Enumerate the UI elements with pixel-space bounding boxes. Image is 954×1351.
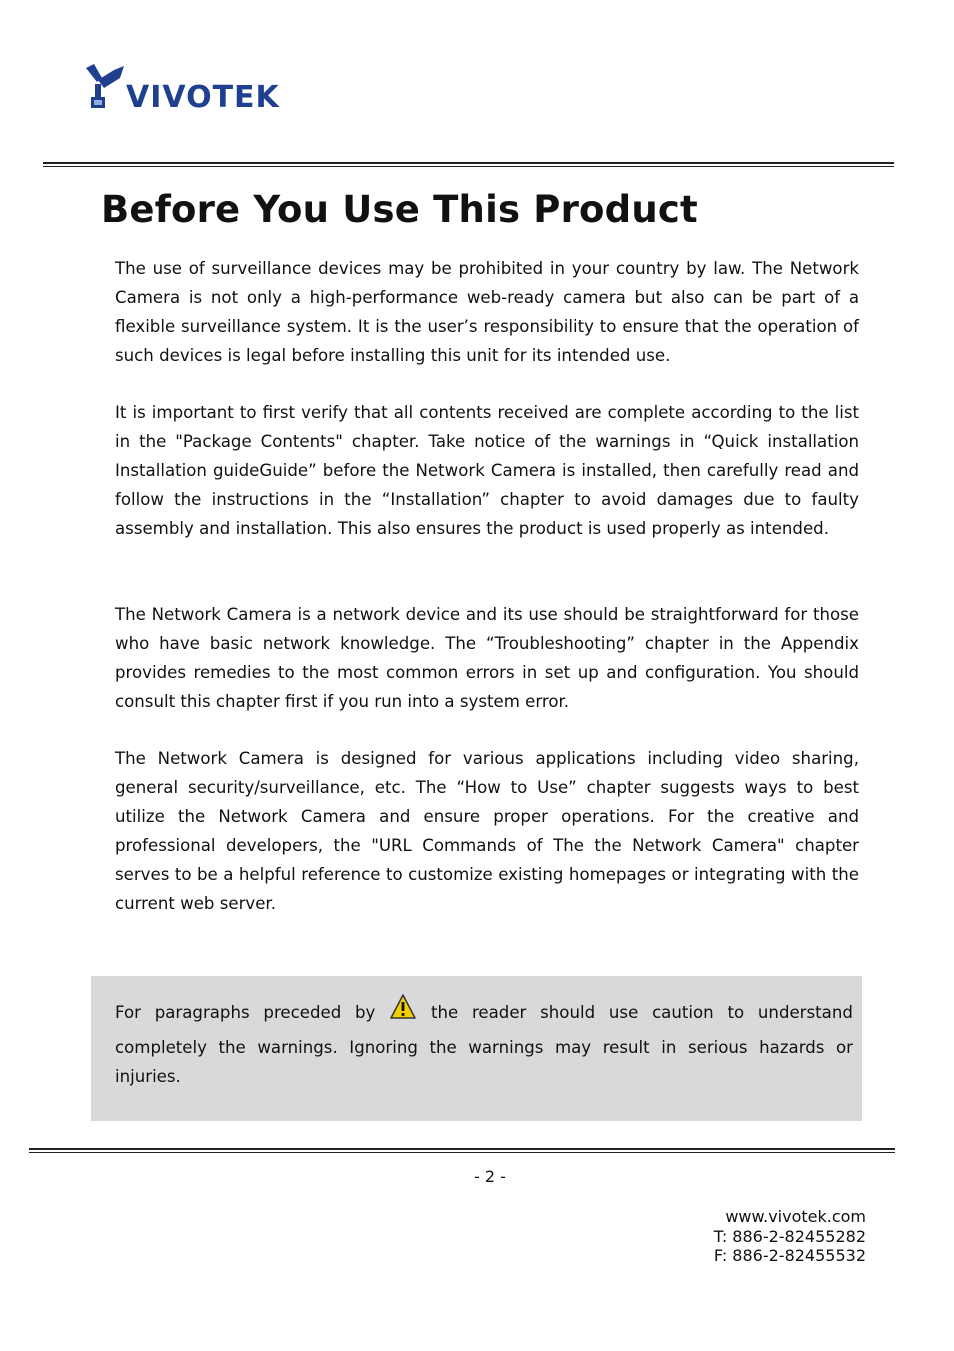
caution-word: the [430, 1003, 459, 1022]
vivotek-logo [84, 60, 294, 114]
caution-rest: completely the warnings. Ignoring the warnings may result in serious hazards or injuries. [115, 1038, 853, 1086]
caution-word: caution [652, 1003, 714, 1022]
caution-word: by [355, 1003, 376, 1022]
caution-word: paragraphs [154, 1003, 250, 1022]
intro-paragraph-2: It is important to first verify that all contents received are complete according to the list in the "Package Contents" chapter. Take notice of the warnings in “Quick installation Installation guideGuide” before the Network Camera is installed, then carefully read and follow the instructions in the “Installation” chapter to avoid damages due to faulty assembly and installation. This also ensures the product is used properly as intended. [115, 403, 859, 538]
logo-text: VIVOTEK [126, 80, 280, 114]
caution-box [91, 976, 862, 1121]
caution-text [115, 995, 853, 1091]
phone-number: T: 886-2-82455282 [713, 1226, 866, 1246]
fax-number: F: 886-2-82455532 [713, 1246, 866, 1265]
header-divider [43, 162, 894, 167]
footer-divider [29, 1148, 895, 1153]
caution-word: use [608, 1003, 639, 1022]
caution-word: preceded [263, 1003, 342, 1022]
contact-block [714, 1207, 866, 1266]
caution-word: to [727, 1003, 745, 1022]
caution-word: reader [471, 1003, 527, 1022]
intro-paragraph-3: The Network Camera is a network device and its use should be straightforward for those who have basic network knowledge. The “Troubleshooting” chapter in the Appendix provides remedies to the most common errors in set up and configuration. You should consult this chapter first if you run into a system error. [115, 605, 859, 711]
intro-paragraph-1: The use of surveillance devices may be prohibited in your country by law. The Network Camera is not only a high-performance web-ready camera but also can be part of a flexible surveillance system. It is the user’s responsibility to ensure that the operation of such devices is legal before installing this unit for its intended use. [115, 259, 859, 365]
caution-first-line [115, 995, 853, 1027]
website-link[interactable]: www.vivotek.com [725, 1207, 866, 1226]
page-number: - 2 - [474, 1167, 506, 1186]
warning-icon [389, 993, 417, 1021]
intro-paragraph-4: The Network Camera is designed for various applications including video sharing, general security/surveillance, etc. The “How to Use” chapter suggests ways to best utilize the Network Camera and ensure proper operations. For the creative and professional developers, the "URL Commands of The the Network Camera" chapter serves to be a helpful reference to customize existing homepages or integrating with the current web server. [115, 749, 859, 913]
page-title: Before You Use This Product [101, 188, 698, 231]
caution-word: should [540, 1003, 596, 1022]
caution-word: For [115, 1003, 141, 1022]
caution-word: understand [757, 1003, 853, 1022]
